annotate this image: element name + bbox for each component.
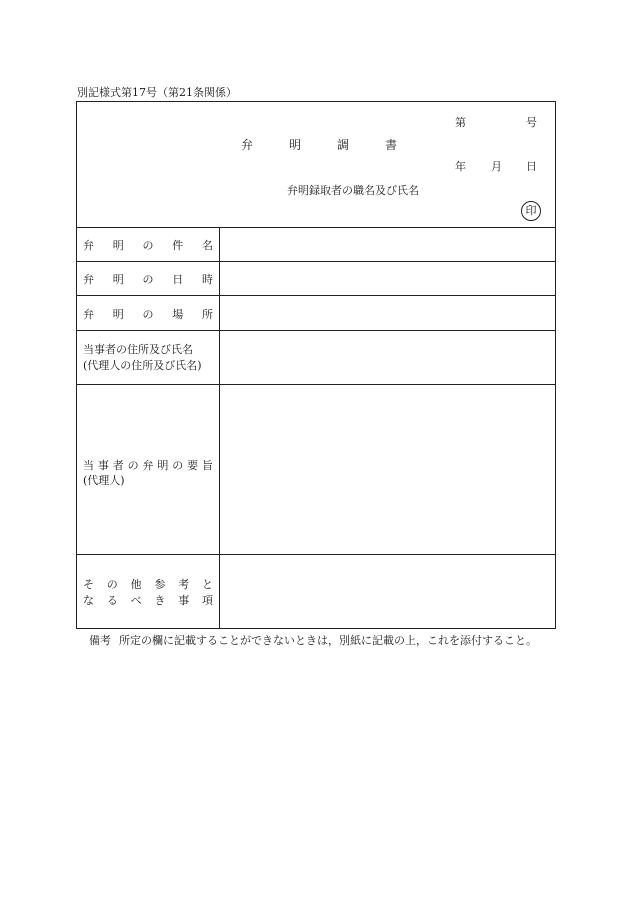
label-char: 弁 — [83, 239, 94, 252]
label-char: 要 — [187, 459, 199, 472]
label-char: 件 — [172, 239, 184, 252]
title-char: 書 — [385, 138, 398, 152]
label-char: 弁 — [142, 459, 154, 472]
label-char: 他 — [130, 578, 142, 591]
date-day-label: 日 — [526, 160, 537, 173]
date-year-label: 年 — [455, 160, 466, 173]
label-char: の — [172, 459, 184, 472]
row-date-time — [77, 262, 555, 296]
label-char: る — [106, 594, 118, 607]
label-char: の — [127, 459, 139, 472]
label-char: 旨 — [202, 459, 213, 472]
number-suffix: 号 — [526, 116, 537, 129]
label-char: 名 — [202, 239, 213, 252]
label-char: 所 — [202, 308, 213, 321]
row-party-address — [77, 331, 555, 385]
label-char: の — [142, 308, 154, 321]
label-char: の — [142, 273, 154, 286]
note-heading: 備考 — [89, 634, 111, 647]
other-notes-field[interactable] — [220, 555, 555, 628]
title-char: 調 — [337, 138, 350, 152]
label-char: の — [106, 578, 118, 591]
label-char: 弁 — [83, 273, 94, 286]
row-label — [77, 555, 220, 628]
label-char: 項 — [201, 594, 213, 607]
note-body: 所定の欄に記載することができないときは，別紙に記載の上，これを添付すること。 — [119, 634, 537, 647]
label-char: 当 — [83, 459, 94, 472]
row-label — [77, 331, 220, 384]
row-label — [77, 296, 220, 330]
statement-summary-field[interactable] — [220, 385, 555, 554]
label-char: 事 — [178, 594, 190, 607]
label-char: な — [83, 594, 94, 607]
form-caption: 別記様式第17号（第21条関係） — [77, 86, 237, 99]
label-char: 明 — [112, 308, 124, 321]
label-line: 当事者の住所及び氏名 — [83, 343, 193, 356]
label-char: 明 — [112, 273, 124, 286]
title-char: 明 — [289, 138, 302, 152]
title-char: 弁 — [241, 138, 254, 152]
label-char: べ — [130, 594, 142, 607]
label-char: 場 — [172, 308, 184, 321]
recorder-name-label: 弁明録取者の職名及び氏名 — [287, 184, 419, 197]
label-char: の — [142, 239, 154, 252]
row-location — [77, 296, 555, 331]
row-other-notes — [77, 555, 555, 628]
case-name-field[interactable] — [220, 228, 555, 261]
date-month-label: 月 — [491, 160, 502, 173]
label-char: き — [154, 594, 166, 607]
number-prefix: 第 — [455, 116, 466, 129]
seal-mark: 印 — [521, 201, 541, 221]
label-line: (代理人) — [83, 474, 125, 487]
label-char: そ — [83, 578, 94, 591]
form-note — [89, 631, 559, 651]
label-char: 考 — [178, 578, 190, 591]
label-char: 日 — [172, 273, 184, 286]
label-char: 者 — [112, 459, 124, 472]
form-table — [76, 101, 556, 629]
row-case-name — [77, 228, 555, 262]
label-char: 参 — [154, 578, 166, 591]
label-char: と — [201, 578, 213, 591]
location-field[interactable] — [220, 296, 555, 330]
date-time-field[interactable] — [220, 262, 555, 295]
label-char: 明 — [112, 239, 124, 252]
label-line: (代理人の住所及び氏名) — [83, 359, 202, 372]
row-label — [77, 262, 220, 295]
row-statement-summary — [77, 385, 555, 555]
row-label — [77, 228, 220, 261]
label-char: 明 — [157, 459, 169, 472]
row-label — [77, 385, 220, 554]
form-header — [77, 102, 555, 228]
party-address-field[interactable] — [220, 331, 555, 384]
label-char: 弁 — [83, 308, 94, 321]
label-char: 時 — [202, 273, 213, 286]
label-char: 事 — [97, 459, 109, 472]
